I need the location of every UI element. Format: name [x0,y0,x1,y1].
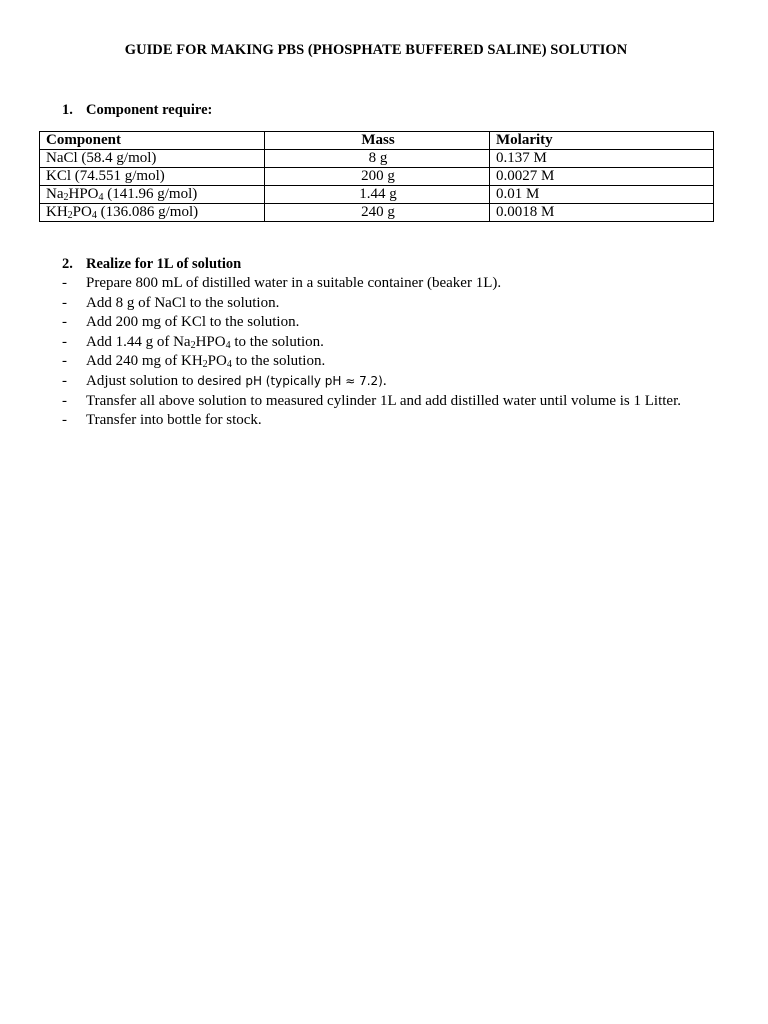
subscript: 4 [98,192,104,203]
subscript: 2 [67,210,73,221]
component-name: KCl [46,168,72,184]
component-name: KH [46,204,68,220]
section-number: 2. [62,256,73,272]
subscript: 2 [63,192,69,203]
list-bullet: - [62,353,67,370]
document-title: GUIDE FOR MAKING PBS (PHOSPHATE BUFFERED SALINE) SOLUTION [124,42,628,58]
list-bullet: - [62,392,67,409]
cell-mass: 8 g [265,150,490,168]
subscript: 4 [225,339,231,351]
list-bullet: - [62,372,67,389]
list-item [62,372,722,392]
cell-mass: 1.44 g [265,186,490,204]
subscript: 2 [190,339,196,351]
list-item [62,352,722,372]
list-item [62,274,722,294]
cell-molarity: 0.0027 M [490,168,714,186]
cell-component [40,204,265,222]
cell-component [40,168,265,186]
column-header-molarity: Molarity [490,132,714,150]
component-name-part: PO [72,204,92,220]
component-molar-mass: (141.96 g/mol) [103,186,198,202]
cell-molarity: 0.0018 M [490,204,714,222]
subscript: 2 [202,359,208,371]
ph-note: desired pH (typically pH ≈ 7.2) [197,373,383,388]
subscript: 4 [91,210,97,221]
list-bullet: - [62,294,67,311]
cell-component [40,186,265,204]
table-row [40,204,714,222]
cell-mass: 240 g [265,204,490,222]
list-item [62,392,722,412]
component-molar-mass: (74.551 g/mol) [71,168,165,184]
cell-molarity: 0.01 M [490,186,714,204]
cell-molarity: 0.137 M [490,150,714,168]
components-table [39,131,714,222]
list-item [62,294,722,314]
section-heading-text: Realize for 1L of solution [86,256,242,272]
procedure-steps-list [62,274,722,431]
step-text: Add 240 mg of $KH_2PO_4$ to the solution. [86,353,326,371]
section-heading-components [62,102,212,119]
list-bullet: - [62,412,67,429]
section-heading-procedure [62,256,241,273]
list-item [62,333,722,353]
list-bullet: - [62,333,67,350]
cell-mass: 200 g [265,168,490,186]
table-row [40,150,714,168]
step-text: Add 8 g of NaCl to the solution. [86,294,280,311]
step-text: Transfer into bottle for stock. [86,412,262,429]
step-text: Transfer all above solution to measured cylinder 1L and add distilled water until volume is 1 Litter. [86,392,682,409]
list-item [62,313,722,333]
table-header-row [40,132,714,150]
component-molar-mass: (136.086 g/mol) [96,204,199,220]
column-header-component: Component [40,132,265,150]
column-header-mass: Mass [265,132,490,150]
list-bullet: - [62,314,67,331]
component-name: Na [46,186,64,202]
cell-component [40,150,265,168]
step-text: Add 1.44 g of $Na_2HPO_4$ to the solution. [86,333,324,351]
component-name: NaCl [46,150,78,166]
list-bullet: - [62,275,67,291]
table-row [40,168,714,186]
step-text: Add 200 mg of KCl to the solution. [86,314,300,331]
subscript: 4 [226,359,232,371]
step-text: Prepare 800 mL of distilled water in a suitable container (beaker 1L). [86,275,502,291]
component-name-part: HPO [68,186,99,202]
table-row [40,186,714,204]
component-molar-mass: (58.4 g/mol) [77,150,157,166]
section-heading-text: Component require: [86,102,213,118]
list-item [62,411,722,431]
section-number: 1. [62,102,73,118]
step-text: Adjust solution to desired pH (typically pH ≈ 7.2). [86,372,387,389]
